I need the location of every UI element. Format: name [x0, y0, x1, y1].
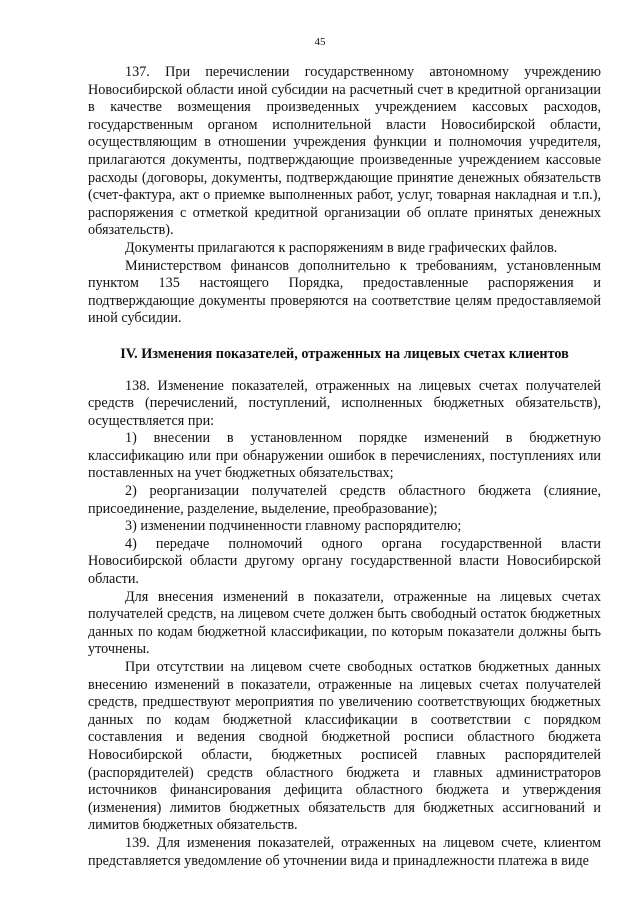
list-item-1: 1) внесении в установленном порядке изменений в бюджетную классификацию или при обнаружении ошибок в перечислениях, поступлениях или поставленных на учет бюджетных обязательствах;	[88, 430, 601, 482]
list-item-3: 3) изменении подчиненности главному распорядителю;	[125, 518, 462, 535]
paragraph-no-balance: При отсутствии на лицевом счете свободных остатков бюджетных данных внесению изменений в показатели, отраженные на лицевых счетах получателей средств, предшествуют мероприятия по увеличению соответствующих бюджетных данных по кодам бюджетной классификации в соответствии с порядком составления и ведения сводной бюджетной росписи областного бюджета Новосибирской области, бюджетных росписей главных распорядителей (распорядителей) средств областного бюджета и главных администраторов источников финансирования дефицита областного бюджета и утверждения (изменения) лимитов бюджетных обязательств для бюджетных ассигнований и лимитов бюджетных обязательств.	[88, 659, 601, 834]
paragraph-free-balance: Для внесения изменений в показатели, отраженные на лицевых счетах получателей средств, на лицевом счете должен быть свободный остаток бюджетных данных по кодам бюджетной классификации, по которым показатели должны быть уточнены.	[88, 588, 601, 658]
paragraph-137: 137. При перечислении государственному автономному учреждению Новосибирской области иной субсидии на расчетный счет в кредитной организации в качестве возмещения произведенных учреждением кассовых расходов, государственным органом исполнительной власти Новосибирской области, осуществляющим в отношении учреждения функции и полномочия учредителя, прилагаются документы, подтверждающие произведенные учреждением кассовые расходы (договоры, документы, подтверждающие принятие денежных обязательств (счет-фактура, акт о приемке выполненных работ, услуг, товарная накладная и т.п.), распоряжения с отметкой кредитной организации об оплате принятых денежных обязательств).	[88, 64, 601, 239]
list-item-2: 2) реорганизации получателей средств областного бюджета (слияние, присоединение, разделение, выделение, преобразование);	[88, 483, 601, 517]
page-body	[88, 64, 601, 870]
section-heading: IV. Изменения показателей, отраженных на лицевых счетах клиентов	[120, 345, 569, 362]
paragraph-documents-attached: Документы прилагаются к распоряжениям в виде графических файлов.	[125, 239, 558, 256]
paragraph-139: 139. Для изменения показателей, отраженных на лицевом счете, клиентом представляется уведомление об уточнении вида и принадлежности платежа в виде	[88, 834, 601, 869]
page-number: 45	[314, 36, 326, 48]
paragraph-138: 138. Изменение показателей, отраженных на лицевых счетах получателей средств (перечислений, поступлений, исполненных бюджетных обязательств), осуществляется при:	[88, 377, 601, 429]
paragraph-ministry-check: Министерством финансов дополнительно к требованиям, установленным пунктом 135 настоящего Порядка, предоставленные распоряжения и подтверждающие документы проверяются на соответствие целям предоставляемой иной субсидии.	[88, 257, 601, 327]
list-item-4: 4) передаче полномочий одного органа государственной власти Новосибирской области другому органу государственной власти Новосибирской области.	[88, 535, 601, 588]
